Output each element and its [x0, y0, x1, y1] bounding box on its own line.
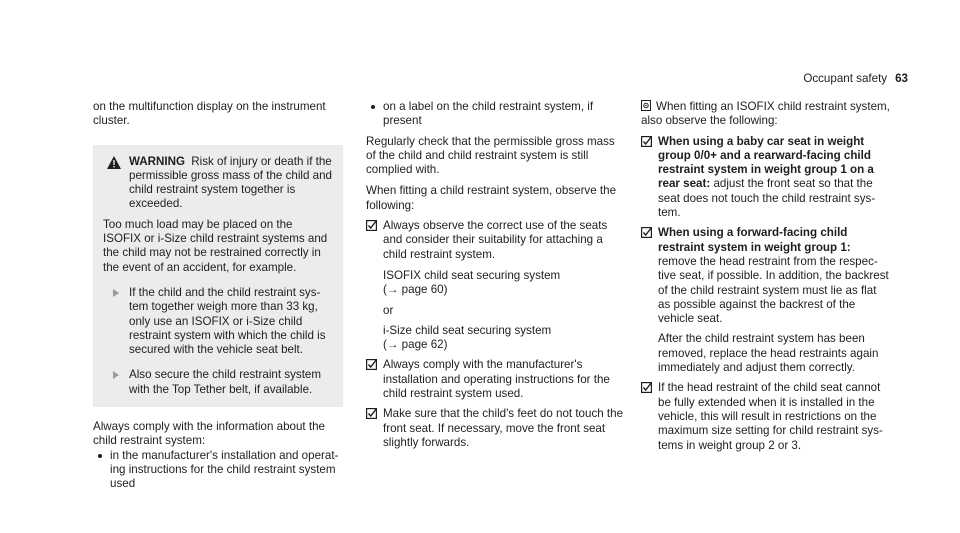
checklist-item [366, 407, 624, 450]
checklist-item [641, 381, 891, 452]
column-2 [366, 100, 624, 450]
bullet-icon [371, 105, 375, 109]
checklist-text: Always observe the correct use of the seats and consider their suitability for attaching a child restraint system. [383, 219, 608, 261]
list-item [93, 449, 345, 492]
checkbox-icon [366, 220, 377, 231]
checklist-text: adjust the front seat so that the seat does not touch the child restraint system. [658, 177, 876, 220]
warning-step-text: Also secure the child restraint system with the Top Tether belt, if available. [129, 368, 322, 396]
page-reference-link[interactable]: (→ page 60) [383, 283, 448, 297]
warning-step [103, 286, 333, 357]
list-item-text: in the manufacturer's installation and operating instructions for the child restraint system used [110, 448, 339, 491]
checkbox-icon [641, 136, 652, 147]
reference-label: i-Size child seat securing system [383, 323, 552, 337]
action-arrow-icon [113, 289, 119, 297]
isofix-note-text: When fitting an ISOFIX child restraint system, also observe the following: [641, 100, 890, 128]
warning-icon [107, 156, 121, 169]
warning-step-text: If the child and the child restraint system together weigh more than 33 kg, only use an ISOFIX or i-Size child restraint system with which the child is secured with the vehicle seat belt. [129, 285, 326, 357]
or-text: or [383, 303, 394, 317]
checkbox-icon [366, 408, 377, 419]
comply-text: Always comply with the information about the child restraint system: [93, 420, 325, 448]
intro-text: on the multifunction display on the instrument cluster. [93, 100, 326, 128]
checklist-text: Always comply with the manufacturer's installation and operating instructions for the child restraint system used. [383, 358, 610, 401]
section-title: Occupant safety [803, 72, 888, 85]
checkbox-icon [641, 382, 652, 393]
isofix-note [641, 100, 891, 129]
warning-label: WARNING [129, 154, 186, 168]
warning-header [103, 155, 333, 212]
warning-step [103, 368, 333, 397]
column-1 [93, 100, 345, 492]
checklist-text: If the head restraint of the child seat cannot be fully extended when it is installed in the vehicle, this will result in restrictions on the maximum size setting for child restraint systems in weight group 2 or 3. [658, 381, 883, 452]
after-text: After the child restraint system has been removed, replace the head restraints again immediately and adjust them correctly. [658, 332, 879, 375]
checklist-item [366, 358, 624, 401]
checklist-text: remove the head restraint from the respective seat, if possible. In addition, the backrest of the child restraint system must lie as flat as possible against the backrest of the vehicle seat. [658, 254, 889, 326]
reference-label: ISOFIX child seat securing system [383, 268, 561, 282]
list-item-text: on a label on the child restraint system, if present [383, 100, 594, 128]
checklist-bold-text: When using a forward-facing child restraint system in weight group 1: [658, 226, 851, 254]
page-header [803, 72, 908, 86]
column-3 [641, 100, 891, 453]
checklist-bold-text: When using a baby car seat in weight group 0/0+ and a rearward-facing child restraint system in weight group 1 on a rear seat: [658, 134, 874, 191]
regularly-text: Regularly check that the permissible gross mass of the child and child restraint system is still complied with. [366, 134, 615, 177]
warning-body: Too much load may be placed on the ISOFIX or i-Size child restraint systems and the child may not be restrained correctly in the event of an accident, for example. [103, 217, 328, 274]
checklist-text: Make sure that the child's feet do not touch the front seat. If necessary, move the front seat slightly forwards. [383, 407, 624, 449]
list-item [366, 100, 624, 129]
checklist-item [641, 135, 891, 221]
isofix-icon [641, 100, 651, 111]
page-reference-link[interactable]: (→ page 62) [383, 338, 448, 352]
warning-title-text: Risk of injury or death if the permissible gross mass of the child and child restraint system together is exceeded. [129, 154, 332, 211]
warning-box [93, 145, 343, 407]
checkbox-icon [641, 227, 652, 238]
when-fitting-text: When fitting a child restraint system, observe the following: [366, 184, 617, 212]
action-arrow-icon [113, 371, 119, 379]
checkbox-icon [366, 359, 377, 370]
checklist-item [366, 219, 624, 352]
checklist-item [641, 226, 891, 375]
page-number: 63 [895, 72, 908, 85]
bullet-icon [98, 454, 102, 458]
